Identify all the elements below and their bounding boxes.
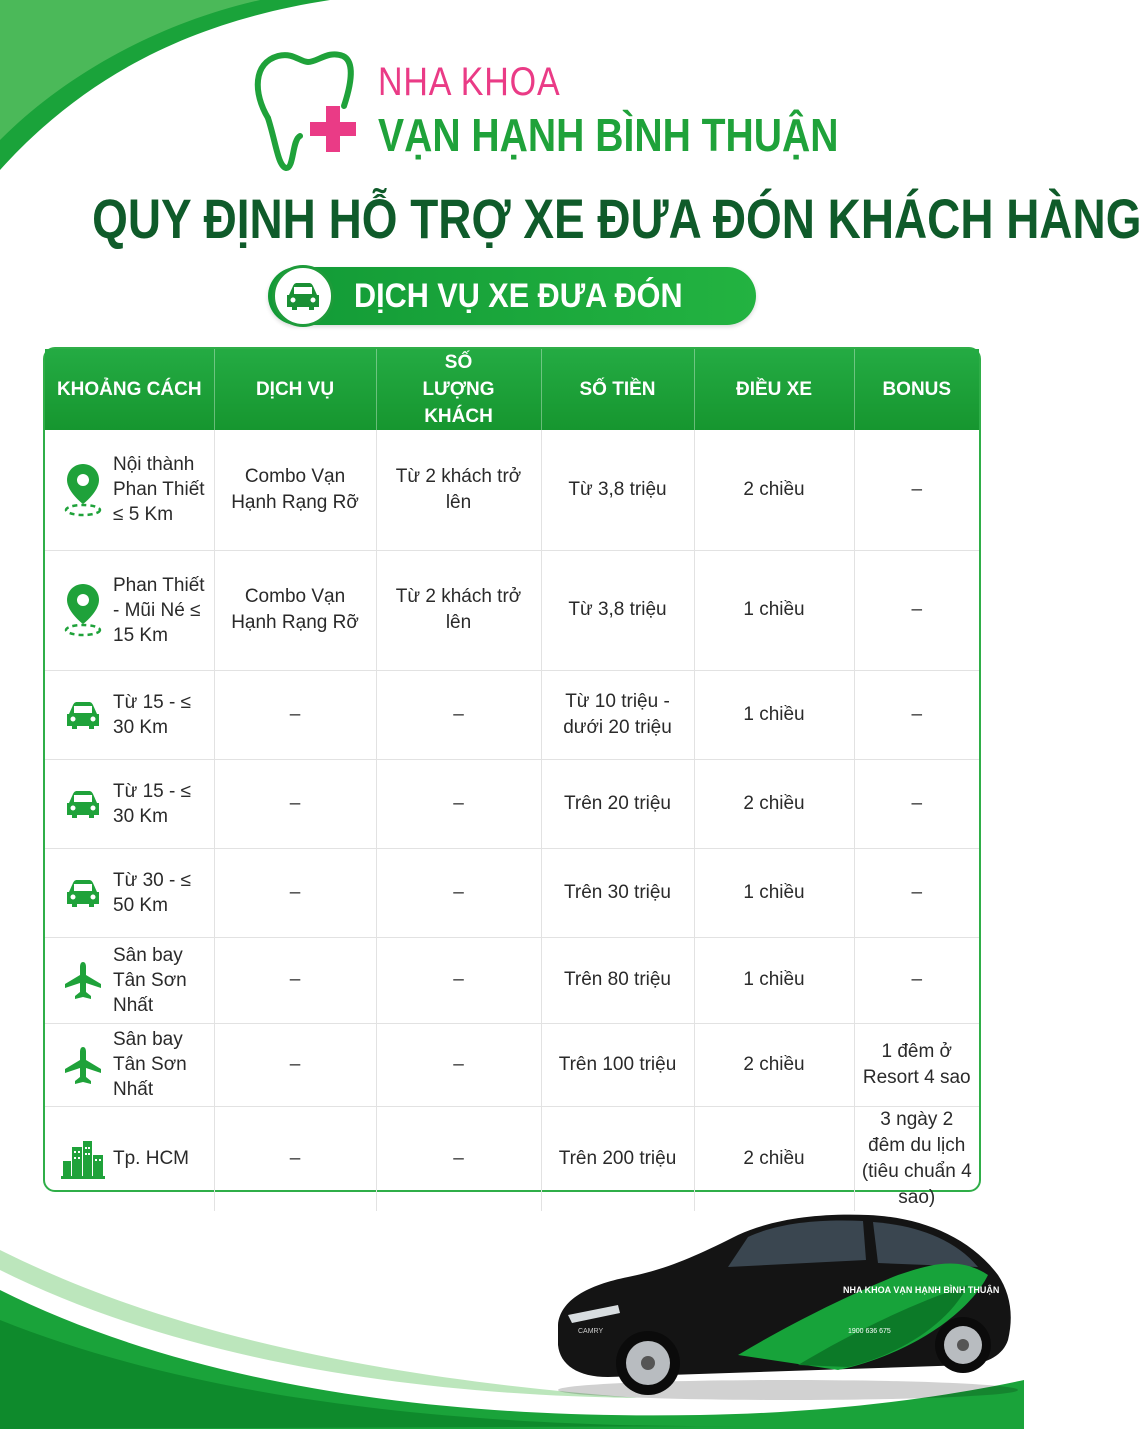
table-row bbox=[45, 1106, 979, 1211]
distance-text: Phan Thiết - Mũi Né ≤ 15 Km bbox=[113, 574, 205, 646]
service-cell: – bbox=[214, 937, 376, 1023]
airplane-icon bbox=[61, 960, 105, 1000]
table-row bbox=[45, 670, 979, 759]
distance-cell bbox=[45, 430, 214, 550]
distance-cell bbox=[45, 848, 214, 937]
guests-cell: – bbox=[376, 670, 541, 759]
trip-cell: 1 chiều bbox=[694, 670, 854, 759]
amount-cell: Trên 100 triệu bbox=[541, 1023, 694, 1106]
amount-cell: Trên 20 triệu bbox=[541, 759, 694, 848]
bonus-cell: 1 đêm ở Resort 4 sao bbox=[854, 1023, 979, 1106]
distance-cell bbox=[45, 1106, 214, 1211]
service-cell: – bbox=[214, 1023, 376, 1106]
column-header: ĐIỀU XE bbox=[694, 349, 854, 430]
distance-text: Từ 15 - ≤ 30 Km bbox=[113, 780, 192, 827]
guests-cell: Từ 2 khách trở lên bbox=[376, 430, 541, 550]
car-illustration bbox=[548, 1205, 1018, 1400]
table-row bbox=[45, 937, 979, 1023]
car-icon bbox=[272, 265, 334, 327]
trip-cell: 2 chiều bbox=[694, 430, 854, 550]
bonus-cell: 3 ngày 2 đêm du lịch (tiêu chuẩn 4 sao) bbox=[861, 1108, 972, 1208]
trip-cell: 1 chiều bbox=[694, 848, 854, 937]
table-row bbox=[45, 1023, 979, 1106]
table-row bbox=[45, 430, 979, 550]
service-cell: – bbox=[214, 670, 376, 759]
location-pin-icon bbox=[61, 582, 105, 638]
amount-cell: Trên 30 triệu bbox=[541, 848, 694, 937]
car-decal-brand: NHA KHOA VẠN HẠNH BÌNH THUẬN bbox=[843, 1285, 1000, 1295]
amount-cell: Từ 10 triệu - dưới 20 triệu bbox=[541, 670, 694, 759]
car-model-badge: CAMRY bbox=[578, 1328, 604, 1335]
amount-cell: Từ 3,8 triệu bbox=[541, 550, 694, 670]
distance-cell bbox=[45, 937, 214, 1023]
column-header: SỐ LƯỢNG KHÁCH bbox=[376, 349, 541, 430]
bonus-cell: – bbox=[854, 759, 979, 848]
amount-cell: Trên 200 triệu bbox=[541, 1106, 694, 1211]
bonus-cell: – bbox=[854, 670, 979, 759]
city-icon bbox=[61, 1139, 105, 1179]
bonus-cell: – bbox=[854, 848, 979, 937]
brand-name-line1: NHA KHOA bbox=[378, 60, 561, 104]
column-header: DỊCH VỤ bbox=[214, 349, 376, 430]
column-header: KHOẢNG CÁCH bbox=[45, 349, 214, 430]
distance-text: Nội thành Phan Thiết ≤ 5 Km bbox=[113, 454, 205, 526]
table-row bbox=[45, 848, 979, 937]
guests-cell: – bbox=[376, 1106, 541, 1211]
service-cell: – bbox=[214, 759, 376, 848]
distance-text: Tp. HCM bbox=[113, 1148, 189, 1169]
column-header: BONUS bbox=[854, 349, 979, 430]
guests-cell: – bbox=[376, 937, 541, 1023]
location-pin-icon bbox=[61, 462, 105, 518]
distance-text: Từ 30 - ≤ 50 Km bbox=[113, 869, 192, 916]
car-decal-phone: 1900 636 675 bbox=[848, 1328, 891, 1335]
bonus-cell: – bbox=[854, 937, 979, 1023]
distance-text: Sân bay Tân Sơn Nhất bbox=[113, 944, 187, 1016]
trip-cell: 2 chiều bbox=[694, 1106, 854, 1211]
service-banner-label: DỊCH VỤ XE ĐƯA ĐÓN bbox=[354, 277, 683, 315]
brand-name-line2: VẠN HẠNH BÌNH THUẬN bbox=[378, 109, 839, 161]
trip-cell: 1 chiều bbox=[694, 937, 854, 1023]
trip-cell: 1 chiều bbox=[694, 550, 854, 670]
clinic-logo bbox=[248, 48, 839, 178]
trip-cell: 2 chiều bbox=[694, 1023, 854, 1106]
bonus-cell: – bbox=[854, 550, 979, 670]
car-icon bbox=[61, 789, 105, 819]
distance-cell bbox=[45, 670, 214, 759]
guests-cell: – bbox=[376, 848, 541, 937]
distance-text: Từ 15 - ≤ 30 Km bbox=[113, 691, 192, 738]
car-icon bbox=[61, 700, 105, 730]
airplane-icon bbox=[61, 1045, 105, 1085]
page-title: QUY ĐỊNH HỖ TRỢ XE ĐƯA ĐÓN KHÁCH HÀNG bbox=[92, 187, 1141, 250]
table-header-row bbox=[45, 349, 979, 430]
distance-cell bbox=[45, 550, 214, 670]
amount-cell: Từ 3,8 triệu bbox=[541, 430, 694, 550]
service-banner bbox=[268, 267, 756, 325]
trip-cell: 2 chiều bbox=[694, 759, 854, 848]
table-row bbox=[45, 759, 979, 848]
service-cell: Combo Vạn Hạnh Rạng Rỡ bbox=[214, 430, 376, 550]
amount-cell: Trên 80 triệu bbox=[541, 937, 694, 1023]
tooth-cross-icon bbox=[248, 48, 368, 173]
car-icon bbox=[61, 878, 105, 908]
column-header: SỐ TIỀN bbox=[541, 349, 694, 430]
service-cell: Combo Vạn Hạnh Rạng Rỡ bbox=[214, 550, 376, 670]
distance-cell bbox=[45, 1023, 214, 1106]
distance-cell bbox=[45, 759, 214, 848]
guests-cell: Từ 2 khách trở lên bbox=[376, 550, 541, 670]
service-cell: – bbox=[214, 848, 376, 937]
service-cell: – bbox=[214, 1106, 376, 1211]
distance-text: Sân bay Tân Sơn Nhất bbox=[113, 1029, 187, 1100]
guests-cell: – bbox=[376, 1023, 541, 1106]
bonus-cell: – bbox=[854, 430, 979, 550]
table-row bbox=[45, 550, 979, 670]
guests-cell: – bbox=[376, 759, 541, 848]
pricing-table bbox=[43, 347, 981, 1208]
